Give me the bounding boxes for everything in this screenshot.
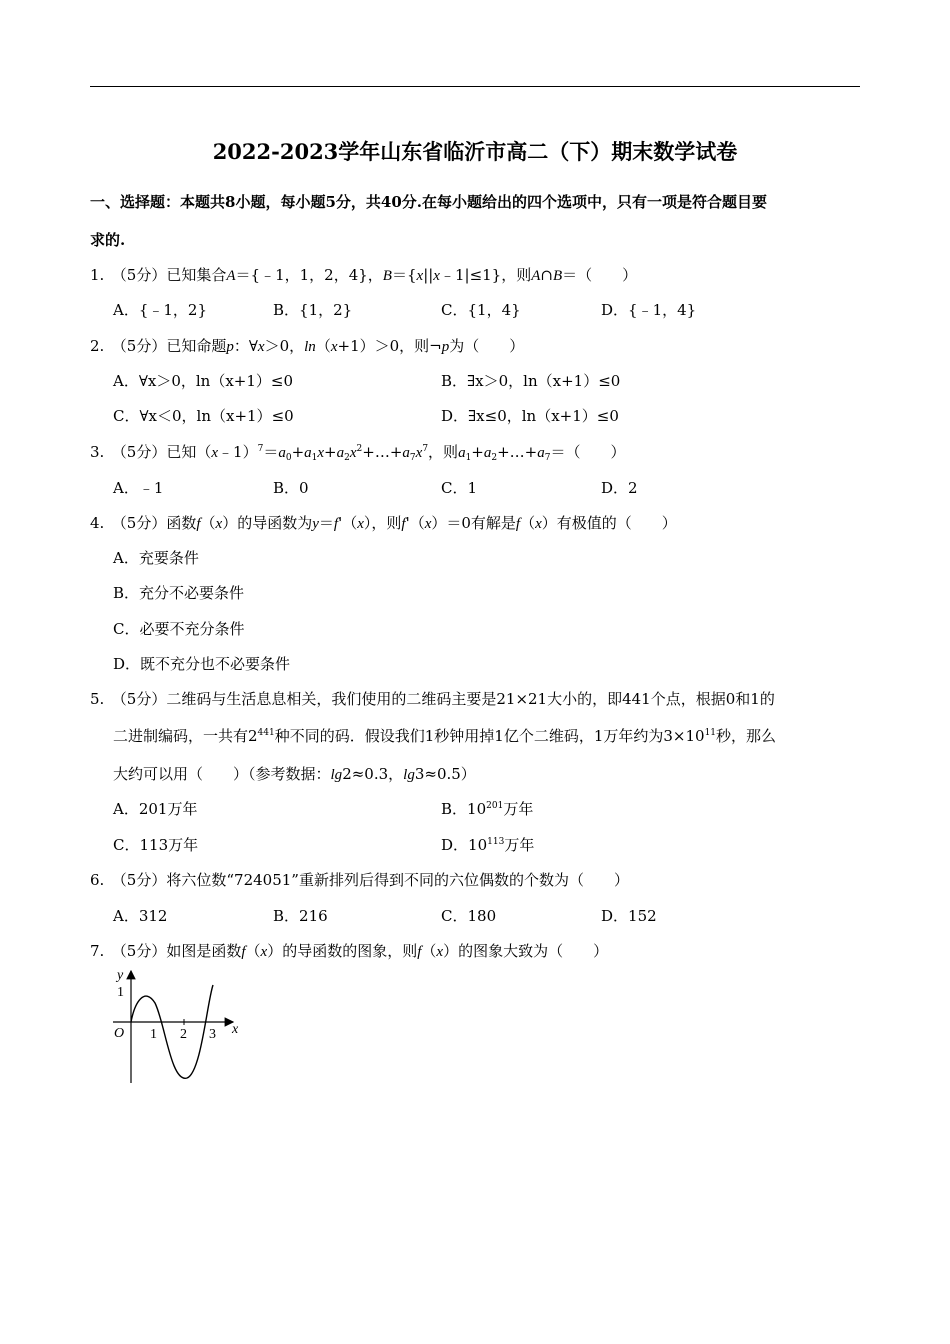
question-6-option-b[interactable]: B．216 [273, 907, 328, 925]
question-4-option-d[interactable]: D．既不充分也不必要条件 [113, 655, 291, 673]
question-2-stem: 2. （5分）已知命题p：∀x＞0，ln（x+1）＞0，则¬p为（ ） [90, 337, 525, 355]
x-tick-label-2: 2 [180, 1027, 187, 1042]
question-2-option-c[interactable]: C．∀x＜0，ln（x+1）≤0 [113, 407, 294, 425]
derivative-graph [105, 963, 255, 1088]
question-2-option-b[interactable]: B．∃x＞0，ln（x+1）≤0 [441, 372, 621, 390]
question-5-option-d[interactable]: D．$10^{113}$万年 [441, 836, 535, 854]
header-rule [90, 86, 860, 87]
question-3-stem: 3. （5分）已知$(x﹣1)^7=a_0+a_1x+a_2x^2+\dots+a_7x^7$，则$a_1+a_2+\dots+a_7=$（ ） [90, 443, 626, 463]
section-heading-line-2: 求的. [90, 231, 126, 249]
question-5-line-1: 5. （5分）二维码与生活息息相关，我们使用的二维码主要是21×21大小的，即441个点，根据0和1的 [90, 690, 775, 708]
question-6-option-a[interactable]: A．312 [113, 907, 168, 925]
question-3-option-a[interactable]: A．﹣1 [113, 479, 164, 497]
question-5-option-c[interactable]: C．113万年 [113, 836, 199, 854]
y-tick-label-1: 1 [117, 985, 124, 1000]
question-4-option-c[interactable]: C．必要不充分条件 [113, 620, 245, 638]
question-7-stem: 7. （5分）如图是函数f（x）的导函数的图象，则f（x）的图象大致为（ ） [90, 942, 609, 960]
question-1-stem: 1. （5分）已知集合A＝{﹣1，1，2，4}，B＝{x||x﹣1|≤1}，则A∩B＝（ ） [90, 266, 638, 284]
question-6-option-c[interactable]: C．180 [441, 907, 497, 925]
question-1-option-b[interactable]: B．{1，2} [273, 301, 353, 319]
question-5-option-b[interactable]: B．$10^{201}$万年 [441, 800, 534, 818]
derivative-curve [131, 985, 213, 1078]
origin-label: O [114, 1026, 125, 1041]
page-title: 2022-2023学年山东省临沂市高二（下）期末数学试卷 [212, 139, 738, 164]
question-2-option-a[interactable]: A．∀x＞0，ln（x+1）≤0 [113, 372, 294, 390]
question-1-option-a[interactable]: A．{﹣1，2} [113, 301, 208, 319]
section-heading-line-1: 一、选择题：本题共8小题，每小题5分，共40分.在每小题给出的四个选项中，只有一项是符合题目要 [90, 193, 767, 211]
question-3-option-b[interactable]: B．0 [273, 479, 309, 497]
question-3-option-d[interactable]: D．2 [601, 479, 638, 497]
question-6-option-d[interactable]: D．152 [601, 907, 657, 925]
question-5-option-a[interactable]: A．201万年 [113, 800, 198, 818]
y-axis-label: y [117, 968, 124, 983]
question-4-option-a[interactable]: A．充要条件 [113, 549, 199, 567]
question-1-option-d[interactable]: D．{﹣1，4} [601, 301, 697, 319]
question-1-option-c[interactable]: C．{1，4} [441, 301, 521, 319]
question-5-line-2: 二进制编码，一共有$2^{441}$种不同的码．假设我们1秒钟用掉1亿个二维码，1万年约为$3\times 10^{11}$秒，那么 [113, 727, 777, 745]
x-tick-label-1: 1 [150, 1027, 157, 1042]
x-axis-label: x [232, 1022, 239, 1037]
question-4-option-b[interactable]: B．充分不必要条件 [113, 584, 245, 602]
question-5-line-3: 大约可以用（ ）（参考数据：lg2≈0.3，lg3≈0.5） [113, 765, 476, 783]
question-3-option-c[interactable]: C．1 [441, 479, 478, 497]
x-tick-label-3: 3 [209, 1027, 216, 1042]
question-2-option-d[interactable]: D．∃x≤0，ln（x+1）≤0 [441, 407, 619, 425]
question-4-stem: 4. （5分）函数f（x）的导函数为y＝f'（x），则f'（x）＝0有解是f（x）有极值的（ ） [90, 514, 677, 532]
question-6-stem: 6. （5分）将六位数“724051”重新排列后得到不同的六位偶数的个数为（ ） [90, 871, 629, 889]
